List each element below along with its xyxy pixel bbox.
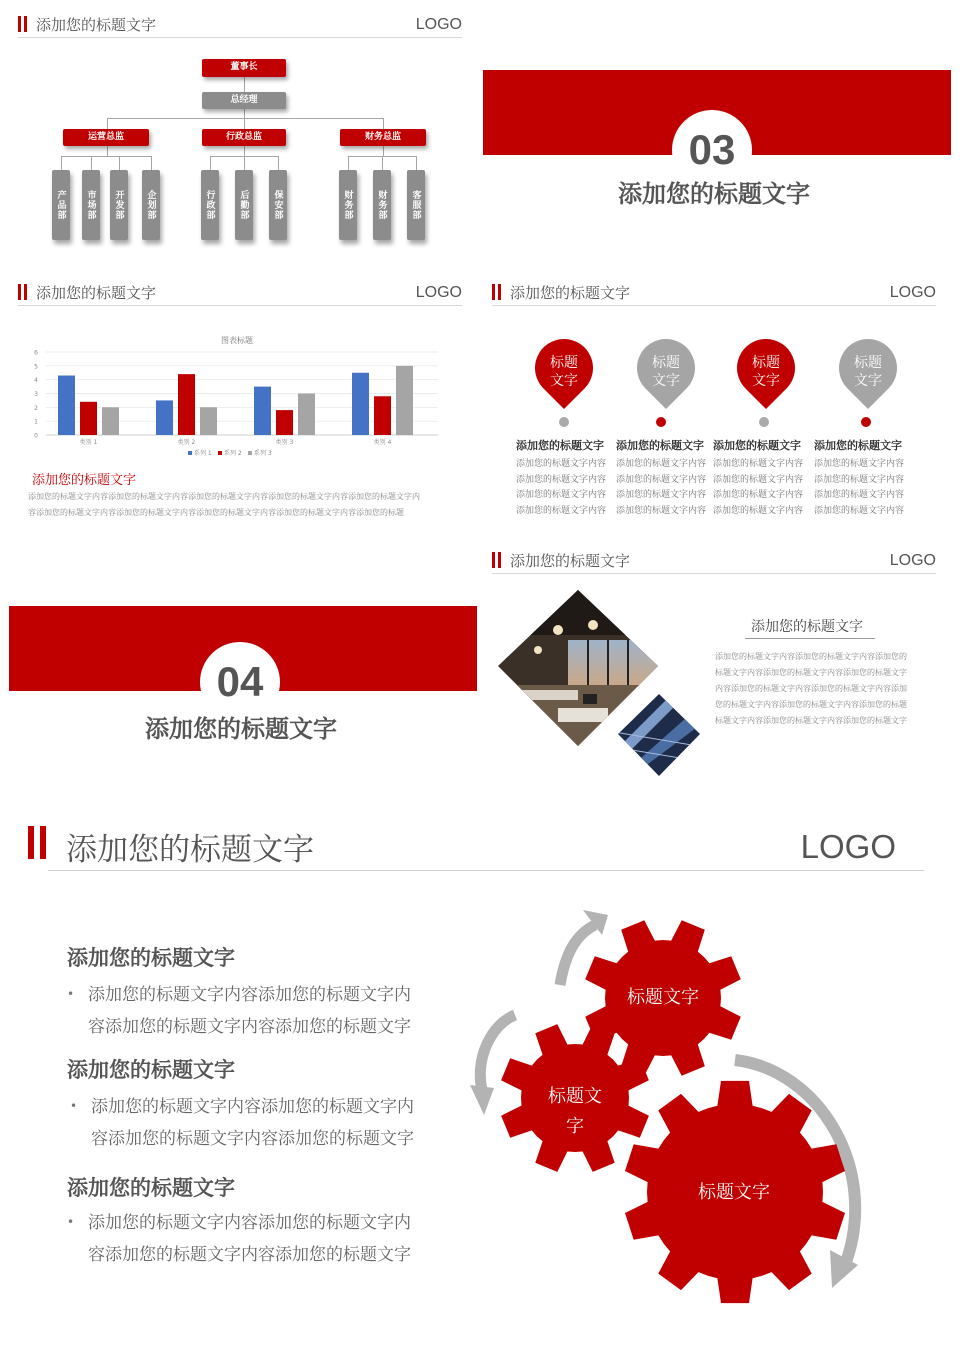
column-text: 添加您的标题文字内容 [516,459,607,469]
item-title: 添加您的标题文字 [67,946,235,970]
column-text: 添加您的标题文字内容 [616,506,707,516]
header-title: 添加您的标题文字 [36,284,157,302]
connector [61,156,62,170]
connector [61,156,152,157]
connector [348,156,349,170]
connector [244,146,245,156]
connector [119,156,120,170]
header-title: 添加您的标题文字 [510,284,631,302]
gear-label-top: 标题文字 [627,987,699,1008]
org-department: 产品部 [52,170,70,240]
gear-label-big: 标题文字 [698,1182,770,1203]
connector [210,156,211,170]
header-divider [18,37,462,38]
connector [382,156,383,170]
y-tick-label: 5 [34,363,38,371]
org-general-manager: 总经理 [202,92,286,109]
bar [58,376,75,435]
item-text: 添加您的标题文字内容添加您的标题文字内 [91,1097,414,1117]
column-text: 添加您的标题文字内容 [516,506,607,516]
header-divider [48,870,924,871]
org-director: 行政总监 [202,129,286,146]
x-tick-label: 类别 2 [177,439,196,446]
header-bars [492,284,502,300]
bar-chart [28,330,448,460]
bar [178,374,195,435]
gear-diagram [460,910,900,1310]
org-department: 行政部 [201,170,219,240]
logo: LOGO [415,284,462,301]
column-text: 添加您的标题文字内容 [616,490,707,500]
gear-label-mid: 标题文 字 [548,1086,602,1137]
bullet: • [70,1099,78,1113]
image-slide-body: 添加您的标题文字内容添加您的标题文字内容添加您的 [715,652,907,661]
header-title: 添加您的标题文字 [36,16,157,34]
subtitle-underline [745,638,875,639]
slide-header [492,282,936,312]
column-text: 添加您的标题文字内容 [713,506,804,516]
bar [298,394,315,436]
y-tick-label: 3 [34,391,38,398]
item-text: 添加您的标题文字内容添加您的标题文字内 [88,1213,411,1233]
connector [107,146,108,156]
item-text: 容添加您的标题文字内容添加您的标题文字 [88,1017,411,1037]
bar-slide-body: 添加您的标题文字内容添加您的标题文字内容添加您的标题文字内容添加您的标题文字内容添加您的标题文字内 [28,492,420,501]
column-text: 添加您的标题文字内容 [616,459,707,469]
column-title: 添加您的标题文字 [713,439,801,452]
logo: LOGO [889,552,936,569]
item-text: 容添加您的标题文字内容添加您的标题文字 [91,1129,414,1149]
bar [254,387,271,435]
column-text: 添加您的标题文字内容 [814,490,905,500]
office-photo-small [614,692,704,782]
header-title: 添加您的标题文字 [510,552,631,570]
image-slide-body: 标题文字内容添加您的标题文字内容添加您的标题文字 [715,668,907,677]
legend-swatch [248,451,252,455]
section-title: 添加您的标题文字 [145,715,337,743]
bar-slide-subtitle: 添加您的标题文字 [32,473,137,488]
pin-label: 标题 文字 [854,355,882,389]
column-text: 添加您的标题文字内容 [814,475,905,485]
header-bars [18,284,28,300]
bullet: • [67,1215,75,1229]
column-title: 添加您的标题文字 [616,439,704,452]
org-department: 开发部 [110,170,128,240]
org-chairman: 董事长 [202,59,286,77]
bullet: • [67,987,75,1001]
bar [80,402,97,435]
y-tick-label: 6 [34,349,38,357]
column-text: 添加您的标题文字内容 [713,490,804,500]
item-title: 添加您的标题文字 [67,1176,235,1200]
header-bars [18,16,28,32]
slide-header [18,282,462,312]
x-tick-label: 类别 3 [275,439,294,446]
bar [200,407,217,435]
org-department: 财务部 [339,170,357,240]
column-text: 添加您的标题文字内容 [713,475,804,485]
pin-label: 标题 文字 [550,355,578,389]
logo: LOGO [415,16,462,33]
x-tick-label: 类别 1 [79,439,98,446]
image-slide-body: 内容添加您的标题文字内容添加您的标题文字内容添加 [715,684,907,693]
column-title: 添加您的标题文字 [516,439,604,452]
org-department: 后勤部 [235,170,253,240]
bar [352,373,369,435]
bar [374,396,391,435]
image-slide-body: 您的标题文字内容添加您的标题文字内容添加您的标题 [715,700,907,709]
column-text: 添加您的标题文字内容 [616,475,707,485]
connector [107,118,384,119]
legend-swatch [188,451,192,455]
bar [156,400,173,435]
header-bars [492,552,502,568]
column-text: 添加您的标题文字内容 [713,459,804,469]
column-text: 添加您的标题文字内容 [516,475,607,485]
org-department: 市场部 [82,170,100,240]
item-title: 添加您的标题文字 [67,1058,235,1082]
section-number: 04 [200,642,280,722]
org-department: 保安部 [269,170,287,240]
header-divider [492,573,936,574]
y-tick-label: 1 [34,418,38,426]
connector [383,146,384,156]
item-text: 容添加您的标题文字内容添加您的标题文字 [88,1245,411,1265]
y-tick-label: 2 [34,404,38,412]
item-text: 添加您的标题文字内容添加您的标题文字内 [88,985,411,1005]
legend-swatch [218,451,222,455]
section-title: 添加您的标题文字 [618,180,810,208]
connector [278,156,279,170]
org-director: 财务总监 [340,129,426,146]
slide-header-large [28,824,924,874]
connector [151,156,152,170]
org-department: 客服部 [407,170,425,240]
image-slide-subtitle: 添加您的标题文字 [751,619,863,635]
slide-header [492,550,936,580]
legend-label: 系列 1 [194,450,212,457]
legend-label: 系列 2 [224,450,242,457]
cycle-arrow-head [470,1085,494,1115]
column-text: 添加您的标题文字内容 [814,459,905,469]
pin-label: 标题 文字 [652,355,680,389]
logo: LOGO [889,284,936,301]
bar [102,407,119,435]
section-number: 03 [672,110,752,190]
header-divider [18,305,462,306]
image-slide-body: 标题文字内容添加您的标题文字内容添加您的标题文字 [715,716,907,725]
bar [276,410,293,435]
chart-title: 图表标题 [221,336,253,345]
org-department: 企划部 [142,170,160,240]
x-tick-label: 类别 4 [373,439,392,446]
connector [416,156,417,170]
column-text: 添加您的标题文字内容 [516,490,607,500]
y-tick-label: 4 [34,377,38,385]
logo: LOGO [800,828,896,865]
bar-slide-body: 容添加您的标题文字内容添加您的标题文字内容添加您的标题文字内容添加您的标题文字内容添加您的标题 [28,508,404,517]
column-title: 添加您的标题文字 [814,439,902,452]
column-text: 添加您的标题文字内容 [814,506,905,516]
pin-label: 标题 文字 [752,355,780,389]
bar [396,366,413,435]
connector [244,156,245,170]
legend-label: 系列 3 [254,450,272,457]
slide-header [18,14,462,44]
y-tick-label: 0 [34,432,38,440]
org-department: 财务部 [373,170,391,240]
connector [91,156,92,170]
header-divider [492,305,936,306]
header-title: 添加您的标题文字 [66,832,314,868]
org-director: 运营总监 [63,129,149,146]
